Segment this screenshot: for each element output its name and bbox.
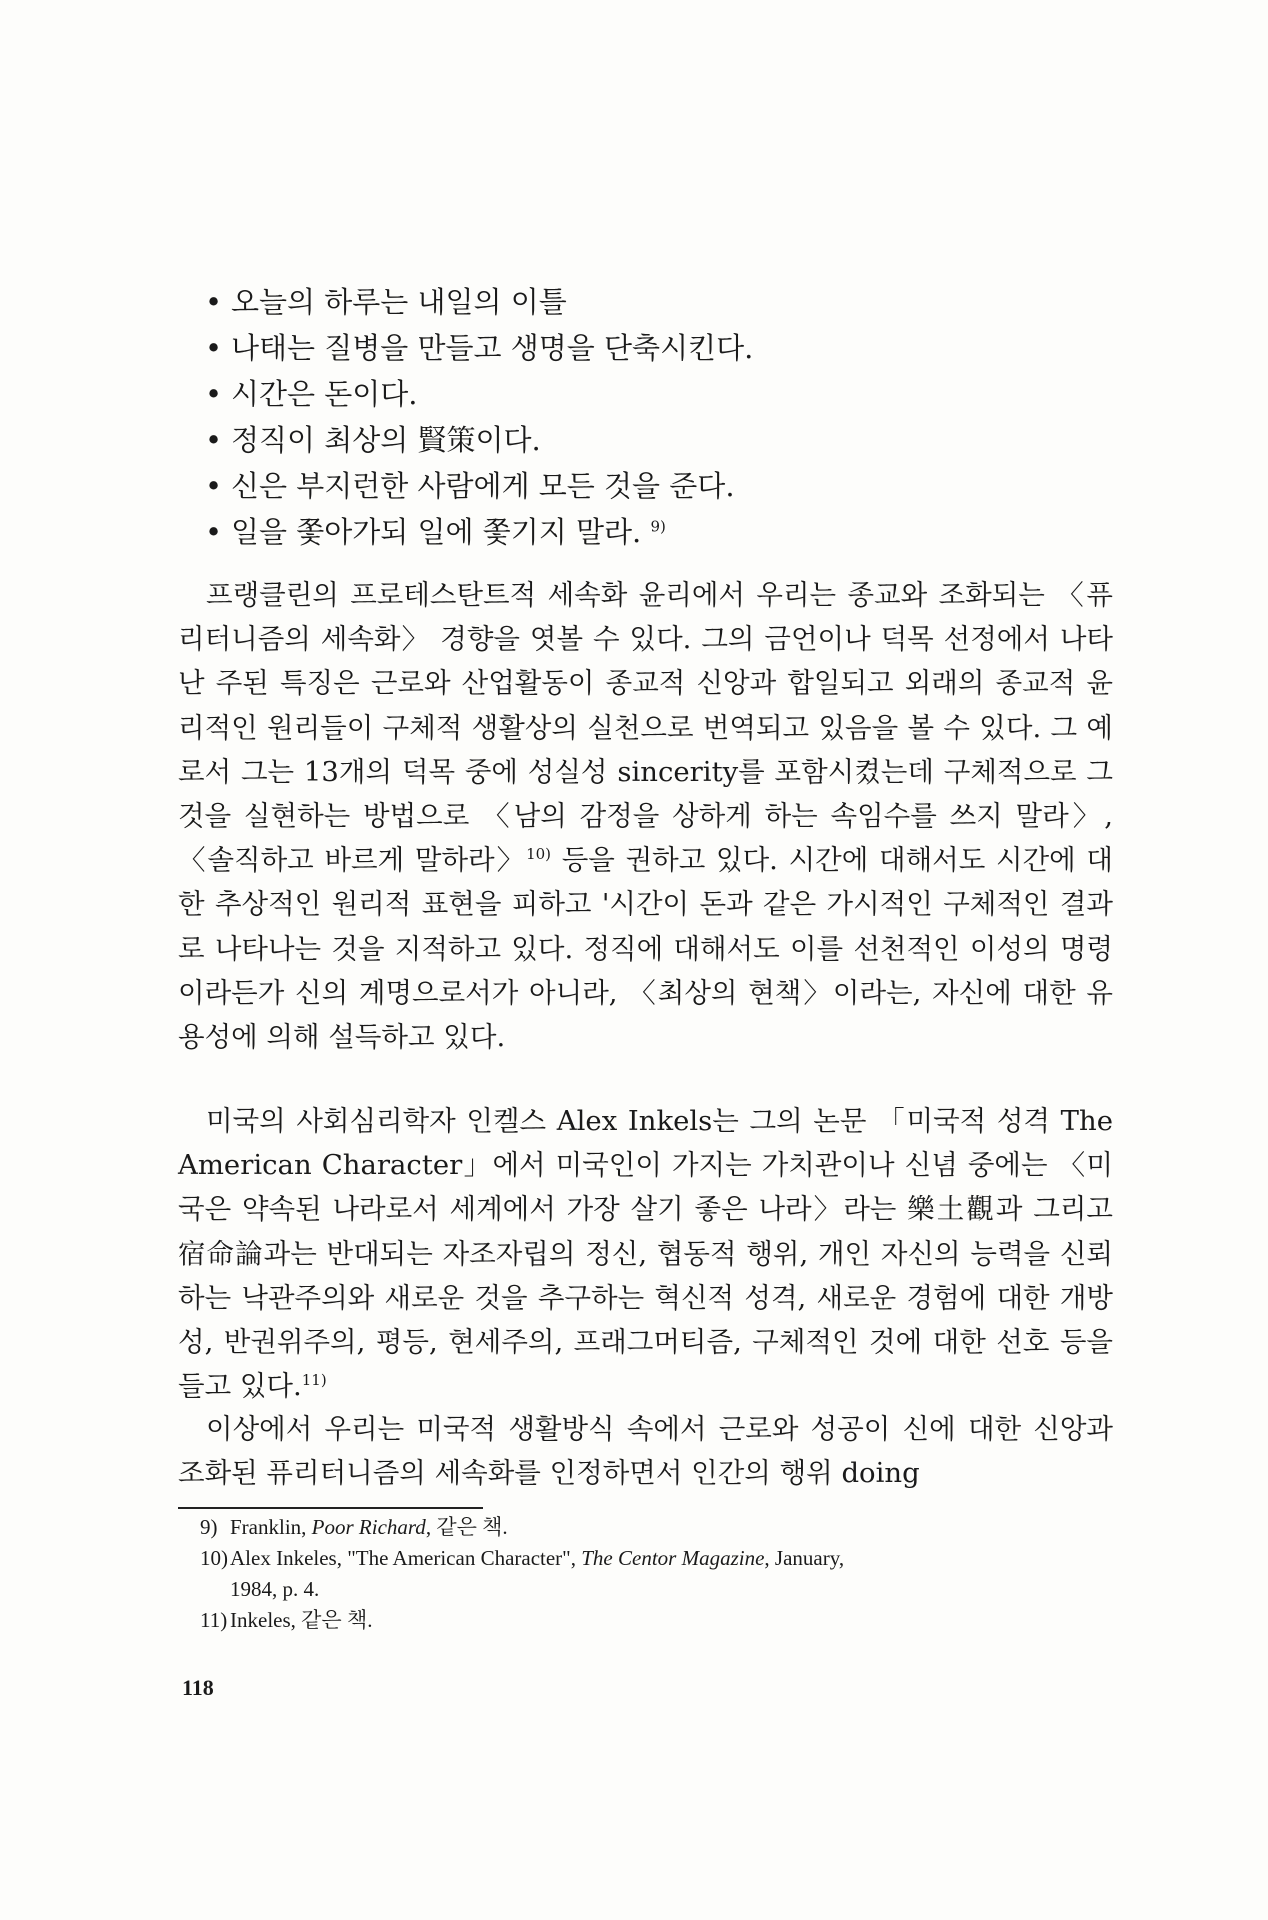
footnote-text: Franklin, <box>230 1515 312 1539</box>
maxim-item <box>205 279 1105 325</box>
paragraph-text: 프랭클린의 프로테스탄트적 세속화 윤리에서 우리는 종교와 조화되는 〈퓨리터니즘의 세속화〉 경향을 엿볼 수 있다. 그의 금언이나 덕목 선정에서 나타난 주된 특징은 근로와 산업활동이 종교적 신앙과 합일되고 외래의 종교적 윤리적인 원리들이 구체적 생활상의 실천으로 번역되고 있음을 볼 수 있다. 그 예로서 그는 13개의 덕목 중에 성실성 sincerity를 포함시켰는데 구체적으로 그것을 실현하는 방법으로 〈남의 감정을 상하게 하는 속임수를 쓰지 말라〉, 〈솔직하고 바르게 말하라〉 <box>178 579 1113 877</box>
maxim-list <box>205 279 1105 555</box>
bullet-marker: • <box>205 331 223 365</box>
paragraph-text: 미국의 사회심리학자 인켈스 Alex Inkels는 그의 논문 「미국적 성격 The American Character」에서 미국인이 가지는 가치관이나 신념 중에는 〈미국은 약속된 나라로서 세계에서 가장 살기 좋은 나라〉라는 樂土觀과 그리고 宿命論과는 반대되는 자조자립의 정신, 협동적 행위, 개인 자신의 능력을 신뢰하는 낙관주의와 새로운 것을 추구하는 혁신적 성격, 새로운 경험에 대한 개방성, 반권위주의, 평등, 현세주의, 프래그머티즘, 구체적인 것에 대한 선호 등을 들고 있다. <box>178 1105 1113 1403</box>
bullet-marker: • <box>205 285 223 319</box>
footnote-text: , January, <box>764 1546 845 1570</box>
bullet-marker: • <box>205 515 223 549</box>
maxim-item <box>205 371 1105 417</box>
footnote <box>200 1512 1110 1543</box>
footnote-ref: 11) <box>301 1371 327 1390</box>
body-paragraph-franklin <box>178 573 1113 1059</box>
bullet-marker: • <box>205 377 223 411</box>
maxim-text: 정직이 최상의 賢策이다. <box>231 423 541 457</box>
maxim-item <box>205 509 1105 555</box>
bullet-marker: • <box>205 469 223 503</box>
body-paragraph-inkeles <box>178 1099 1113 1408</box>
footnote-text: Alex Inkeles, "The American Character", <box>230 1546 582 1570</box>
footnote-continuation: 1984, p. 4. <box>230 1577 320 1601</box>
maxim-text: 시간은 돈이다. <box>231 377 418 411</box>
footnote-text: , 같은 책. <box>425 1515 508 1539</box>
footnote <box>200 1543 1110 1574</box>
maxim-text: 신은 부지런한 사람에게 모든 것을 준다. <box>231 469 735 503</box>
footnote <box>200 1605 1110 1636</box>
footnote-number: 10) <box>200 1546 228 1570</box>
paragraph-text: 등을 권하고 있다. 시간에 대해서도 시간에 대한 추상적인 원리적 표현을 피하고 '시간이 돈과 같은 가시적인 구체적인 결과로 나타나는 것을 지적하고 있다. 정직에 대해서도 이를 선천적인 이성의 명령이라든가 신의 계명으로서가 아니라, 〈최상의 현책〉이라는, 자신에 대한 유용성에 의해 설득하고 있다. <box>178 844 1113 1054</box>
maxim-item <box>205 325 1105 371</box>
paragraph-text: 이상에서 우리는 미국적 생활방식 속에서 근로와 성공이 신에 대한 신앙과 조화된 퓨리터니즘의 세속화를 인정하면서 인간의 행위 doing <box>178 1413 1113 1490</box>
page-number: 118 <box>182 1675 214 1700</box>
footnote-ref: 9) <box>650 517 666 536</box>
maxim-item <box>205 463 1105 509</box>
body-paragraph-conclusion <box>178 1407 1113 1495</box>
bullet-marker: • <box>205 423 223 457</box>
footnotes <box>200 1512 1110 1636</box>
footnote-ref: 10) <box>526 845 552 864</box>
maxim-text: 일을 쫓아가되 일에 쫓기지 말라. <box>231 515 642 549</box>
footnote-text: Inkeles, 같은 책. <box>230 1608 373 1632</box>
footnote-number: 9) <box>200 1515 218 1539</box>
footnote-divider <box>178 1507 483 1509</box>
maxim-text: 오늘의 하루는 내일의 이틀 <box>231 285 567 319</box>
footnote-title: The Centor Magazine <box>581 1546 765 1570</box>
footnote-title: Poor Richard <box>311 1515 426 1539</box>
maxim-item <box>205 417 1105 463</box>
footnote-number: 11) <box>200 1608 228 1632</box>
maxim-text: 나태는 질병을 만들고 생명을 단축시킨다. <box>231 331 754 365</box>
